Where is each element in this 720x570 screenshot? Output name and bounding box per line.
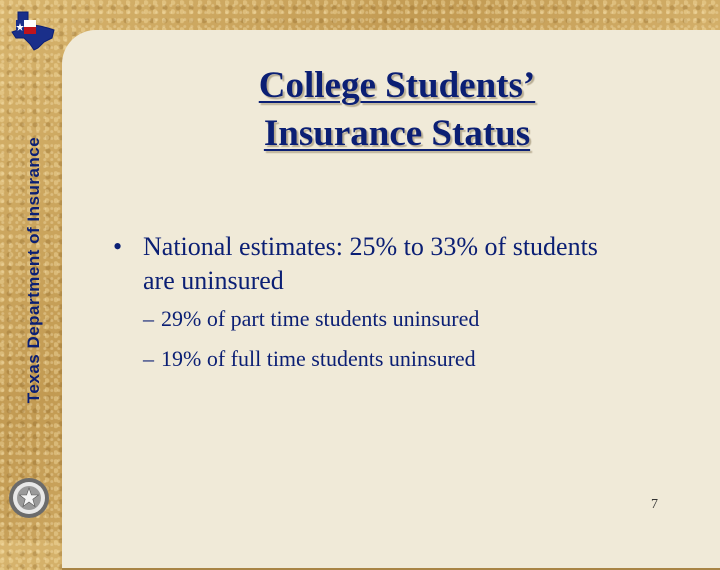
title-line-1: College Students’ — [258, 65, 536, 106]
sidebar-department-label: Texas Department of Insurance — [24, 136, 43, 404]
sub-bullet-marker: – — [143, 306, 154, 331]
sub-bullet-marker: – — [143, 346, 154, 371]
slide-title — [62, 62, 720, 158]
page-number: 7 — [651, 497, 658, 512]
bullet-list — [113, 230, 633, 374]
bullet-text: National estimates: 25% to 33% of students are uninsured — [143, 232, 598, 295]
bullet-marker: • — [113, 232, 123, 261]
title-line-2: Insurance Status — [263, 113, 531, 154]
sub-bullet-text: 19% of full time students uninsured — [161, 346, 476, 371]
sub-bullet-item — [113, 344, 633, 374]
sub-bullet-text: 29% of part time students uninsured — [161, 306, 480, 331]
bullet-item — [113, 230, 633, 298]
texas-map-logo-icon — [8, 8, 60, 52]
state-seal-icon — [8, 477, 50, 519]
sub-bullet-item — [113, 304, 633, 334]
